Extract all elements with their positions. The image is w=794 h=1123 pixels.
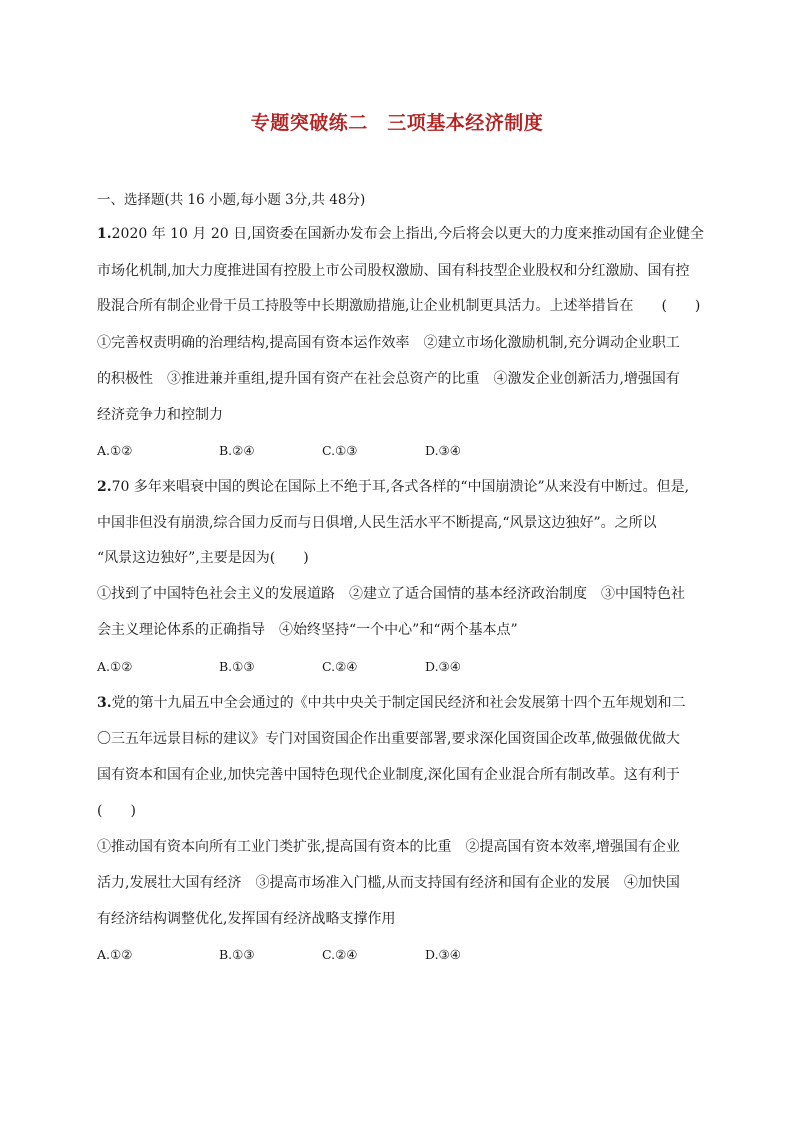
question-number: 1. — [97, 226, 112, 242]
option-c[interactable]: C.②④ — [322, 947, 358, 962]
option-a[interactable]: A.①② — [97, 947, 133, 962]
answer-blank: ( ) — [97, 803, 136, 819]
option-a[interactable]: A.①② — [97, 659, 133, 674]
option-a[interactable]: A.①② — [97, 443, 133, 458]
option-b[interactable]: B.①③ — [219, 947, 255, 962]
statement-line: ①完善权责明确的治理结构,提高国有资本运作效率 ②建立市场化激励机制,充分调动企业职工 — [97, 335, 680, 351]
statement-line: 经济竞争力和控制力 — [97, 407, 223, 423]
statement-line: 会主义理论体系的正确指导 ④始终坚持“一个中心”和“两个基本点” — [97, 622, 518, 638]
question-number: 2. — [97, 479, 112, 495]
question-stem-line: 国有资本和国有企业,加快完善中国特色现代企业制度,深化国有企业混合所有制改革。这有利于 — [97, 767, 680, 783]
statement-line: ①找到了中国特色社会主义的发展道路 ②建立了适合国情的基本经济政治制度 ③中国特色社 — [97, 586, 685, 602]
question-number: 3. — [97, 695, 112, 711]
question-stem-line: 市场化机制,加大力度推进国有控股上市公司股权激励、国有科技型企业股权和分红激励、国有控 — [97, 263, 690, 279]
statement-line: 有经济结构调整优化,发挥国有经济战略支撑作用 — [97, 911, 396, 927]
option-c[interactable]: C.①③ — [322, 443, 358, 458]
question-stem-line: 3.党的第十九届五中全会通过的《中共中央关于制定国民经济和社会发展第十四个五年规划和二 — [97, 695, 686, 711]
section-header: 一、选择题(共 16 小题,每小题 3分,共 48分) — [97, 192, 366, 208]
question-stem-line: 股混合所有制企业骨干员工持股等中长期激励措施,让企业机制更具活力。上述举措旨在 ( ) — [97, 298, 701, 314]
question-stem-line: 2.70 多年来唱衰中国的舆论在国际上不绝于耳,各式各样的“中国崩溃论”从来没有中断过。但是, — [97, 479, 690, 495]
option-c[interactable]: C.②④ — [322, 659, 358, 674]
statement-line: ①推动国有资本向所有工业门类扩张,提高国有资本的比重 ②提高国有资本效率,增强国有企业 — [97, 839, 680, 855]
answer-blank: ( ) — [661, 298, 701, 314]
statement-line: 活力,发展壮大国有经济 ③提高市场准入门槛,从而支持国有经济和国有企业的发展 ④加快国 — [97, 875, 680, 891]
question-stem-line: “风景这边独好”,主要是因为( ) — [97, 550, 309, 566]
option-b[interactable]: B.①③ — [219, 659, 255, 674]
page-title: 专题突破练二 三项基本经济制度 — [250, 112, 544, 134]
statement-line: 的积极性 ③推进兼并重组,提升国有资产在社会总资产的比重 ④激发企业创新活力,增强国有 — [97, 371, 680, 387]
option-b[interactable]: B.②④ — [219, 443, 255, 458]
option-d[interactable]: D.③④ — [425, 443, 461, 458]
option-d[interactable]: D.③④ — [425, 659, 461, 674]
answer-blank: ( ) — [269, 550, 309, 566]
question-stem-line: 〇三五年远景目标的建议》专门对国资国企作出重要部署,要求深化国资国企改革,做强做优做大 — [97, 731, 680, 747]
question-stem-line: 中国非但没有崩溃,综合国力反而与日俱增,人民生活水平不断提高,“风景这边独好”。之所以 — [97, 515, 657, 531]
question-stem-line: 1.2020 年 10 月 20 日,国资委在国新办发布会上指出,今后将会以更大的力度来推动国有企业健全 — [97, 226, 705, 242]
option-d[interactable]: D.③④ — [425, 947, 461, 962]
